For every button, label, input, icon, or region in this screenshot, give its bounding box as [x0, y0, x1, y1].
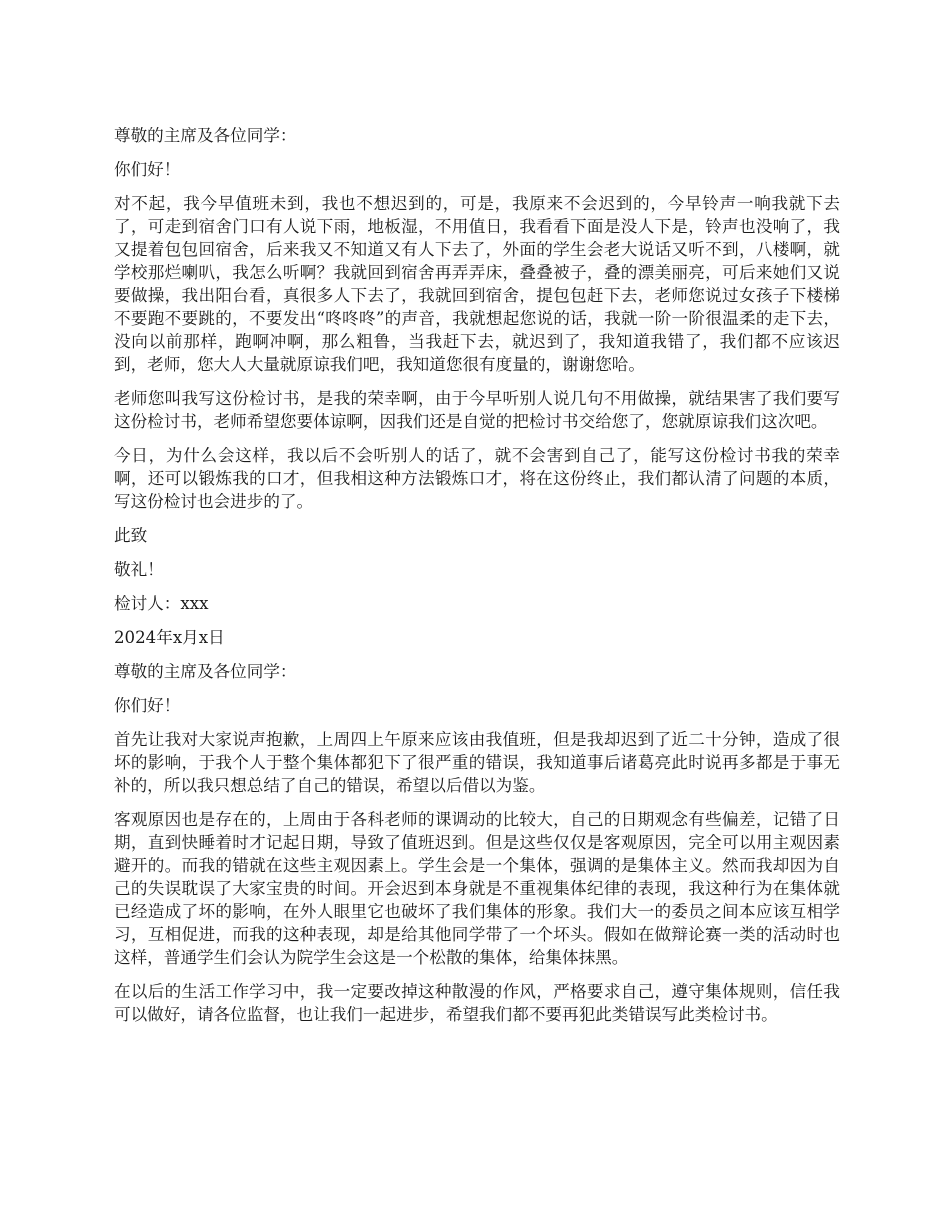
greeting: 你们好！	[114, 696, 181, 715]
closing: 此致	[114, 526, 148, 545]
body-paragraph: 客观原因也是存在的，上周由于各科老师的课调动的比较大，自己的日期观念有些偏差，记错了日期，直到快睡着时才记起日期，导致了值班迟到。但是这些仅仅是客观原因，完全可以用主观因素避开的。而我的错就在这些主观因素上。学生会是一个集体，强调的是集体主义。然而我却因为自己的失误耽误了大家宝贵的时间。开会迟到本身就是不重视集体纪律的表现，我这种行为在集体就已经造成了坏的影响，在外人眼里它也破坏了我们集体的形象。我们大一的委员之间本应该互相学习，互相促进，而我的这种表现，却是给其他同学带了一个坏头。假如在做辩论赛一类的活动时也这样，普通学生们会认为院学生会这是一个松散的集体，给集体抹黑。	[114, 810, 840, 967]
body-paragraph: 对不起，我今早值班未到，我也不想迟到的，可是，我原来不会迟到的，今早铃声一响我就下去了，可走到宿舍门口有人说下雨，地板湿，不用值日，我看看下面是没人下是，铃声也没响了，我又提着包包回宿舍，后来我又不知道又有人下去了，外面的学生会老大说话又听不到，八楼啊，就学校那烂喇叭，我怎么听啊？我就回到宿舍再弄弄床，叠叠被子，叠的漂美丽亮，可后来她们又说要做操，我出阳台看，真很多人下去了，我就回到宿舍，提包包赶下去，老师您说过女孩子下楼梯不要跑不要跳的，不要发出“咚咚咚”的声音，我就想起您说的话，我就一阶一阶很温柔的走下去，没向以前那样，跑啊冲啊，那么粗鲁，当我赶下去，就迟到了，我知道我错了，我们都不应该迟到，老师，您大人大量就原谅我们吧，我知道您很有度量的，谢谢您哈。	[114, 194, 840, 374]
closing-salute: 敬礼！	[114, 560, 164, 579]
date: 2024年x月x日	[114, 628, 225, 647]
body-paragraph: 今日，为什么会这样，我以后不会听别人的话了，就不会害到自己了，能写这份检讨书我的荣幸啊，还可以锻炼我的口才，但我相这种方法锻炼口才，将在这份终止，我们都认清了问题的本质，写这份检讨也会进步的了。	[114, 446, 840, 511]
signature: 检讨人：xxx	[114, 594, 209, 613]
body-paragraph: 首先让我对大家说声抱歉，上周四上午原来应该由我值班，但是我却迟到了近二十分钟，造成了很坏的影响，于我个人于整个集体都犯下了很严重的错误，我知道事后诸葛亮此时说再多都是于事无补的，所以我只想总结了自己的错误，希望以后借以为鉴。	[114, 730, 840, 795]
body-paragraph: 在以后的生活工作学习中，我一定要改掉这种散漫的作风，严格要求自己，遵守集体规则，信任我可以做好，请各位监督，也让我们一起进步，希望我们都不要再犯此类错误写此类检讨书。	[114, 982, 840, 1024]
document-body	[114, 124, 840, 1037]
salutation: 尊敬的主席及各位同学：	[114, 126, 297, 145]
greeting: 你们好！	[114, 160, 181, 179]
body-paragraph: 老师您叫我写这份检讨书，是我的荣幸啊，由于今早听别人说几句不用做操，就结果害了我们要写这份检讨书，老师希望您要体谅啊，因我们还是自觉的把检讨书交给您了，您就原谅我们这次吧。	[114, 389, 840, 431]
salutation: 尊敬的主席及各位同学：	[114, 662, 297, 681]
